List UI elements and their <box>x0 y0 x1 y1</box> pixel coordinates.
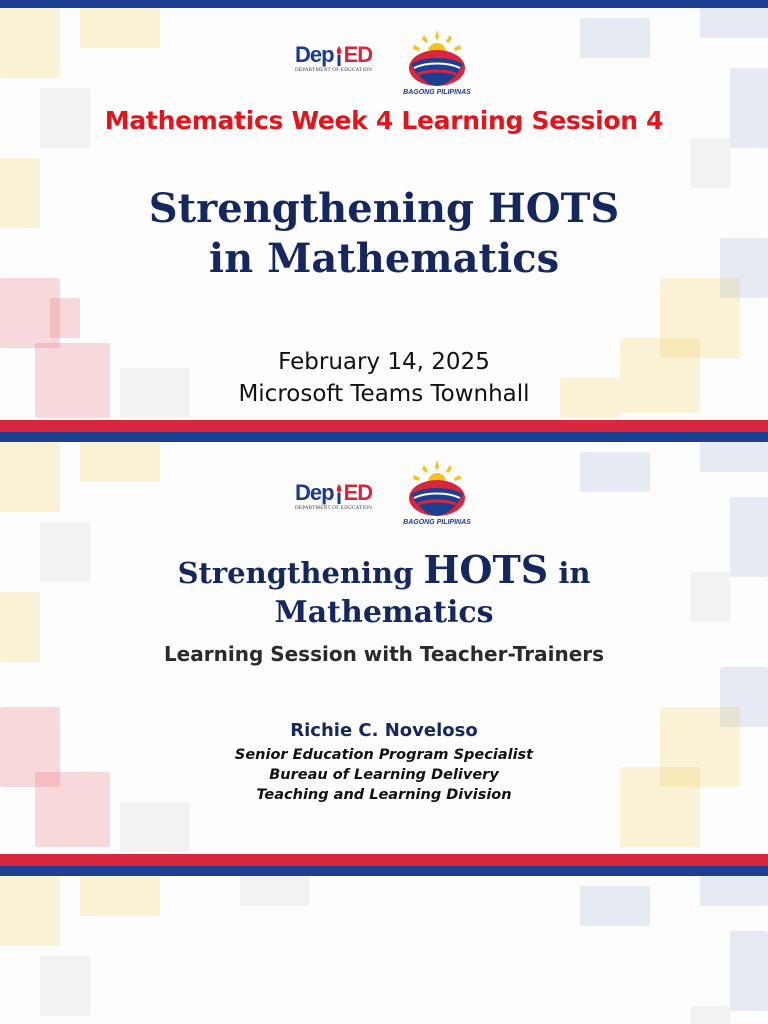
decor-square <box>690 138 730 188</box>
decor-square <box>700 876 768 906</box>
slide-2 <box>0 442 768 854</box>
deped-logo <box>295 482 375 511</box>
slide-1-title <box>0 184 768 284</box>
presenter-block <box>0 720 768 805</box>
decor-square <box>40 956 90 1016</box>
slide-2-title-line-1: Strengthening HOTS in <box>177 547 591 592</box>
event-date: February 14, 2025 <box>278 349 490 375</box>
decor-square <box>580 886 650 926</box>
slide-3-partial <box>0 876 768 1024</box>
divider-red-bar <box>0 854 768 866</box>
event-details <box>0 346 768 410</box>
deped-subtext: DEPARTMENT OF EDUCATION <box>295 506 373 511</box>
presenter-bureau: Bureau of Learning Delivery <box>269 767 499 783</box>
torch-icon <box>334 484 344 504</box>
decor-square <box>730 931 768 1011</box>
slide-1-title-line-1: Strengthening HOTS <box>148 185 620 232</box>
bagong-pilipinas-logo <box>401 30 473 96</box>
slide-2-title-line-2: Mathematics <box>274 594 494 630</box>
presenter-position: Senior Education Program Specialist <box>234 747 534 763</box>
bagong-pilipinas-emblem-icon <box>406 460 468 518</box>
decor-square <box>720 667 768 727</box>
deped-logo <box>295 44 375 73</box>
bagong-pilipinas-text: BAGONG PILIPINAS <box>403 89 471 96</box>
decor-square <box>120 802 190 852</box>
decor-square <box>240 876 310 906</box>
logo-row <box>0 460 768 526</box>
slide-2-title <box>0 546 768 631</box>
logo-row <box>0 30 768 96</box>
slide-2-subtitle: Learning Session with Teacher-Trainers <box>163 642 605 666</box>
presenter-name: Richie C. Noveloso <box>290 720 478 741</box>
bagong-pilipinas-logo <box>401 460 473 526</box>
deped-wordmark: Dep ED <box>295 480 373 505</box>
torch-icon <box>334 46 344 66</box>
presenter-division: Teaching and Learning Division <box>256 787 512 803</box>
divider-blue-bar <box>0 866 768 876</box>
event-venue: Microsoft Teams Townhall <box>238 381 530 407</box>
deped-wordmark: Dep ED <box>295 42 373 67</box>
slide-1 <box>0 8 768 420</box>
top-blue-bar <box>0 0 768 8</box>
decor-square <box>80 876 160 916</box>
decor-square <box>0 876 60 946</box>
divider-red-bar <box>0 420 768 432</box>
deped-subtext: DEPARTMENT OF EDUCATION <box>295 68 373 73</box>
slide-1-title-line-2: in Mathematics <box>208 235 560 282</box>
divider-blue-bar <box>0 432 768 442</box>
bagong-pilipinas-text: BAGONG PILIPINAS <box>403 519 471 526</box>
decor-square <box>50 298 80 338</box>
session-heading: Mathematics Week 4 Learning Session 4 <box>104 106 664 135</box>
decor-square <box>690 1006 730 1024</box>
bagong-pilipinas-emblem-icon <box>406 30 468 88</box>
